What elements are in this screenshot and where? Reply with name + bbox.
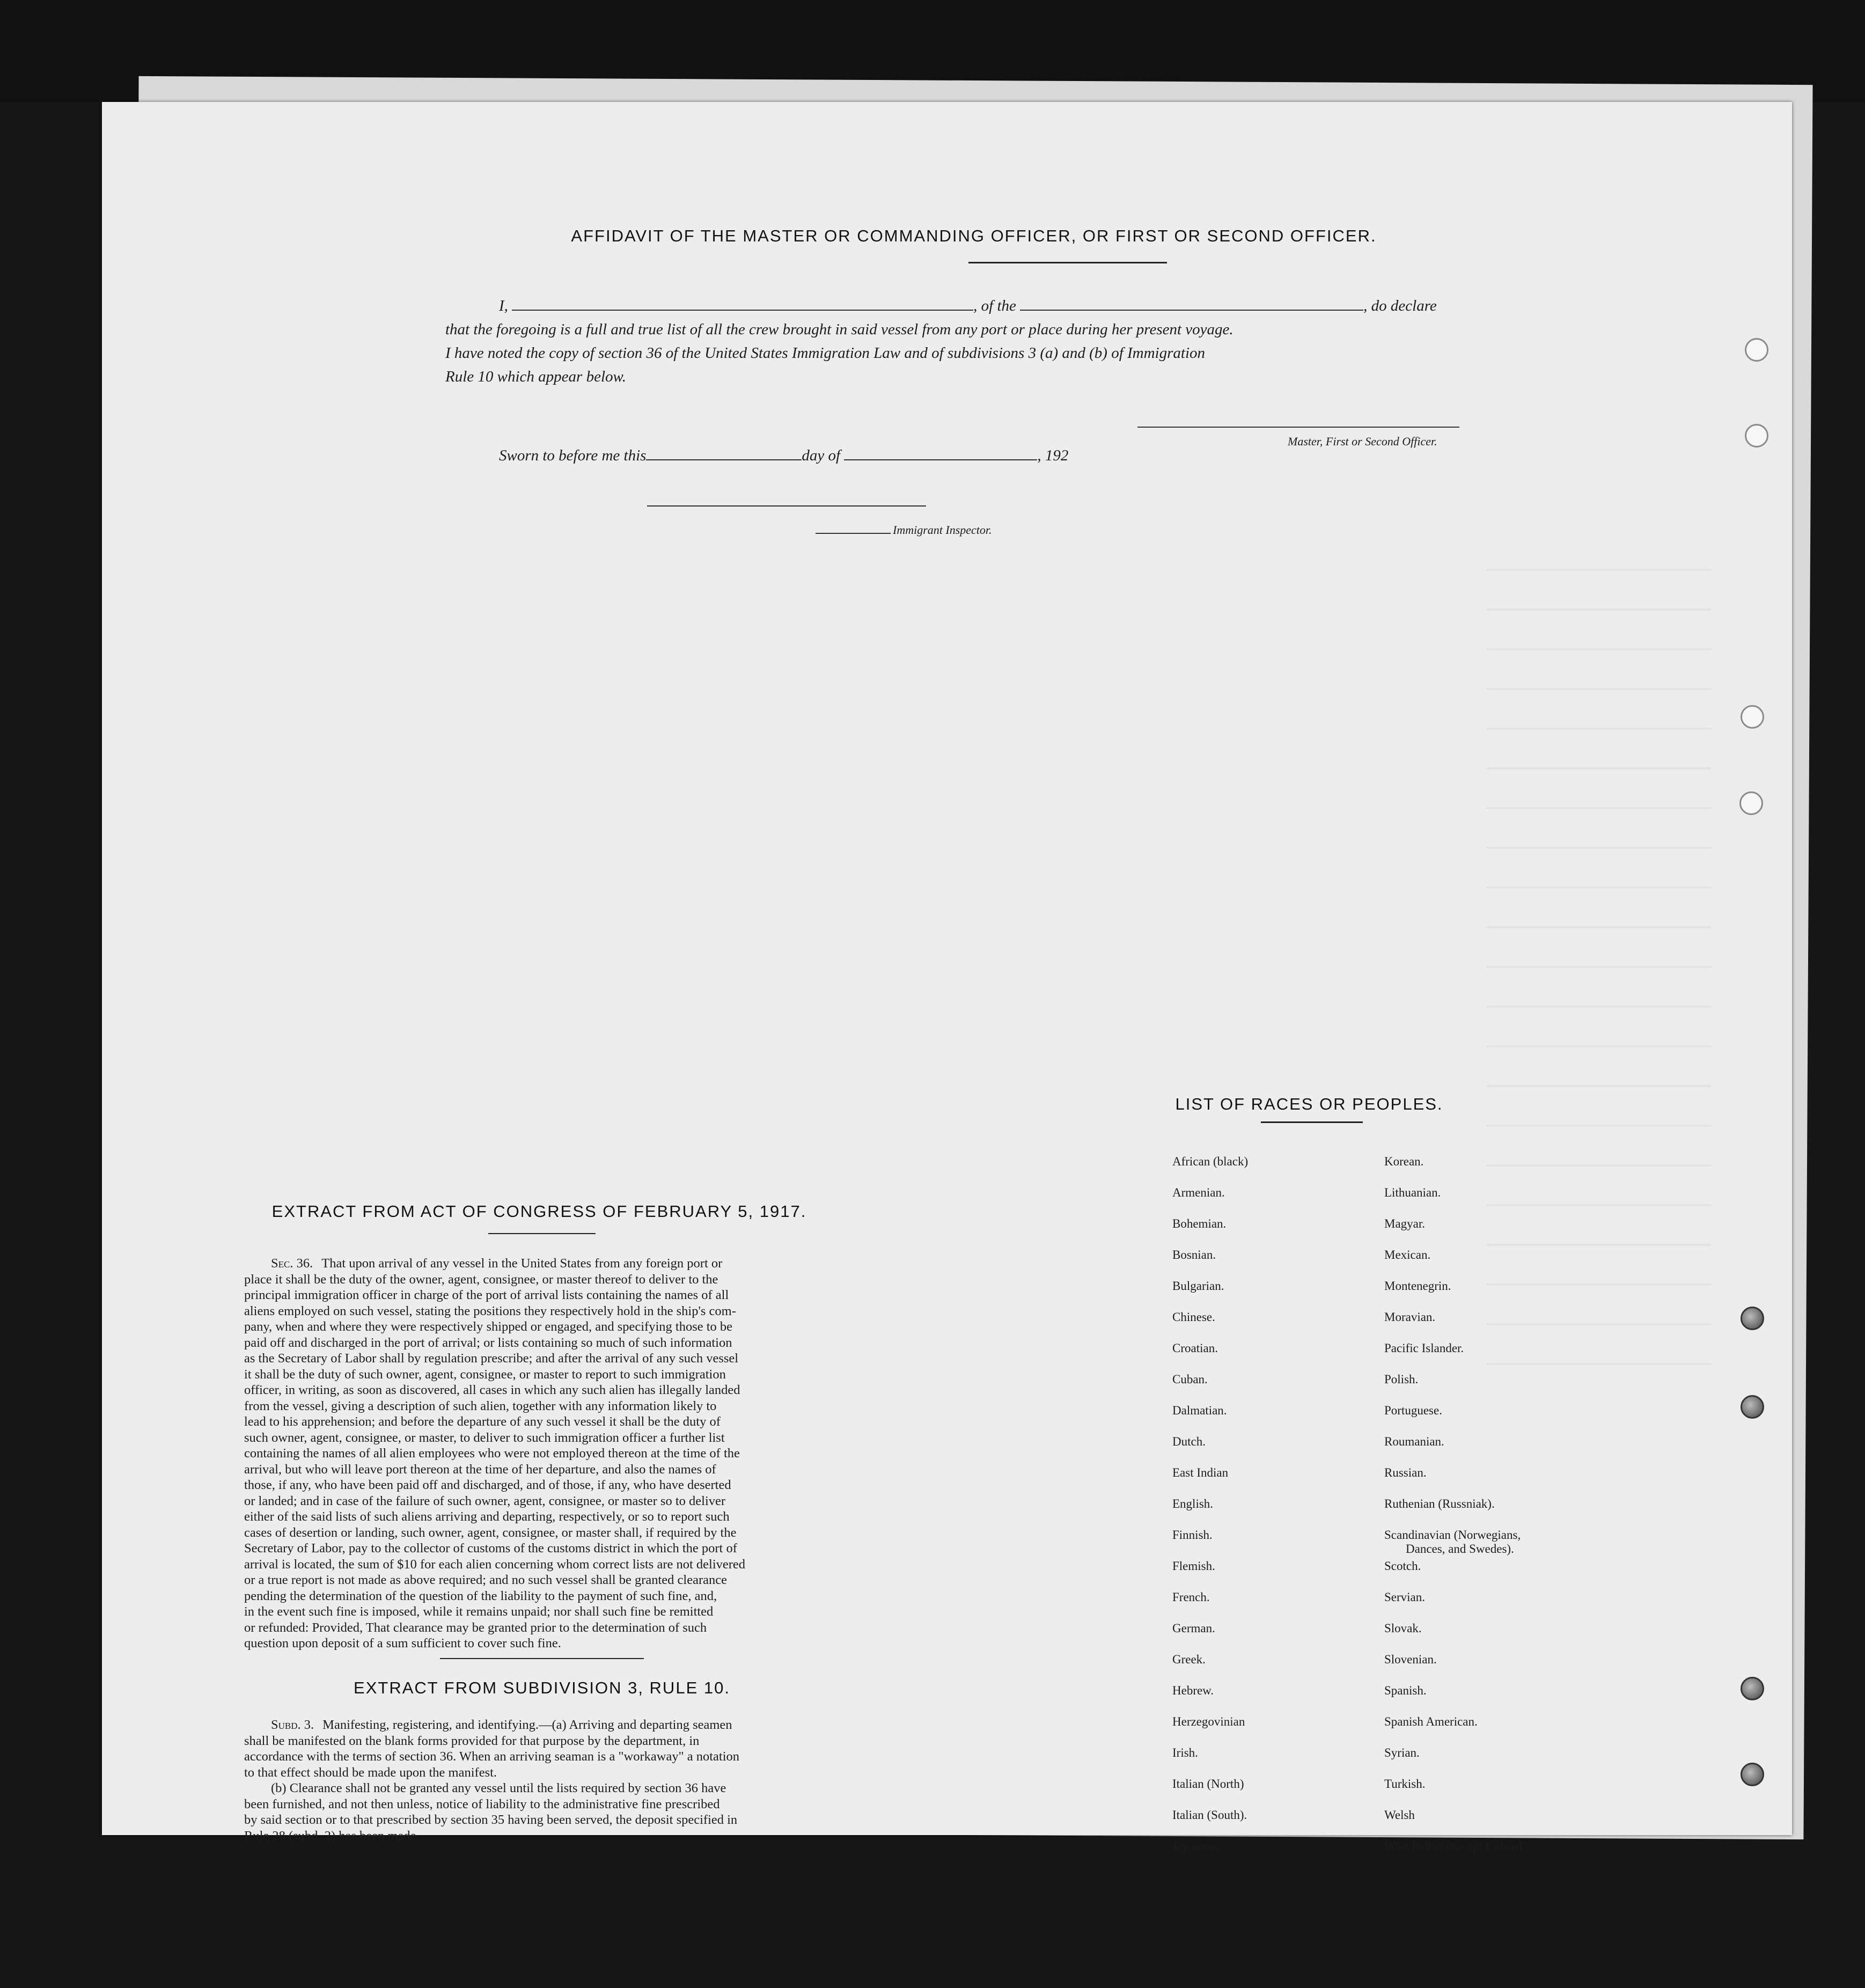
binder-hole — [1741, 1763, 1764, 1786]
act-extract-title: EXTRACT FROM ACT OF CONGRESS OF FEBRUARY 5, 1917. — [271, 1202, 807, 1221]
text-line — [244, 1765, 840, 1781]
text-line-content: or refunded: Provided, That clearance may be granted prior to the determination of such — [244, 1620, 707, 1635]
race-item: German. — [1172, 1622, 1215, 1635]
sworn-text: Sworn to before me this — [499, 447, 647, 464]
race-item: African (black) — [1172, 1155, 1249, 1168]
race-item: Cuban. — [1172, 1373, 1208, 1386]
race-item: Spanish American. — [1384, 1715, 1478, 1728]
text-line-content: Rule 28 (subd. 2) has been made. — [244, 1828, 420, 1843]
race-item: East Indian — [1172, 1466, 1229, 1479]
text-line — [244, 1462, 840, 1478]
text-line — [244, 1796, 840, 1813]
text-line-content: to that effect should be made upon the manifest. — [244, 1765, 497, 1780]
text-line — [244, 1382, 840, 1398]
text-line — [244, 1509, 840, 1525]
race-item: Russian. — [1384, 1466, 1427, 1479]
inspector-short-line — [816, 533, 891, 534]
text-line — [244, 1477, 840, 1493]
race-item: French. — [1172, 1590, 1210, 1604]
race-item: Roumanian. — [1384, 1435, 1444, 1448]
race-item: Finnish. — [1172, 1528, 1213, 1542]
race-item: Mexican. — [1384, 1248, 1431, 1261]
text-line — [244, 1351, 840, 1367]
race-item: Portuguese. — [1384, 1404, 1442, 1417]
race-item: Ruthenian (Russniak). — [1384, 1497, 1495, 1510]
race-item: Dutch. — [1172, 1435, 1206, 1448]
text-line-content: as the Secretary of Labor shall by regulation prescribe; and after the arrival of any such vessel — [244, 1351, 739, 1366]
text-line — [244, 1272, 840, 1288]
text-line — [244, 1588, 840, 1604]
binder-hole — [1745, 338, 1768, 362]
binder-hole — [1739, 791, 1763, 815]
text-line — [244, 1367, 840, 1383]
text-line-content: Manifesting, registering, and identifying.—(a) Arriving and departing seamen — [322, 1718, 732, 1732]
text-line-content: shall be manifested on the blank forms provided for that purpose by the department, in — [244, 1733, 700, 1748]
inspector-signature-line[interactable] — [647, 505, 926, 507]
text-line — [244, 1493, 840, 1509]
race-item: Dalmatian. — [1172, 1404, 1227, 1417]
affidavit-of: , of the — [973, 297, 1016, 314]
sworn-day-blank[interactable] — [646, 445, 802, 460]
master-caption: Master, First or Second Officer. — [1288, 435, 1437, 448]
text-line-content: it shall be the duty of such owner, agent, consignee, or master to report to such immigration — [244, 1367, 726, 1382]
race-item: Italian (North) — [1172, 1777, 1244, 1791]
text-line — [244, 1620, 840, 1636]
race-item: Lithuanian. — [1384, 1186, 1441, 1199]
text-line-content: such owner, agent, consignee, or master, to deliver to such immigration officer a further list — [244, 1430, 725, 1445]
race-item: Magyar. — [1384, 1217, 1426, 1230]
binder-hole — [1741, 1395, 1764, 1419]
text-line — [244, 1557, 840, 1573]
race-item: Japanese. — [1172, 1839, 1220, 1853]
divider-rule — [440, 1658, 644, 1659]
text-line — [244, 1828, 840, 1844]
affidavit-i: I, — [499, 297, 508, 314]
race-item: Chinese. — [1172, 1310, 1215, 1324]
section-36-text — [244, 1256, 840, 1652]
race-item: Flemish. — [1172, 1559, 1215, 1573]
race-item: Bohemian. — [1172, 1217, 1227, 1230]
race-item: Hebrew. — [1172, 1684, 1214, 1697]
text-line — [244, 1303, 840, 1319]
text-line — [244, 1717, 840, 1733]
text-line-content: accordance with the terms of section 36. When an arriving seaman is a "workaway" a notation — [244, 1749, 740, 1764]
sworn-line — [499, 445, 1068, 465]
race-item: English. — [1172, 1497, 1214, 1510]
races-title: LIST OF RACES OR PEOPLES. — [1175, 1095, 1443, 1113]
text-line-content: Secretary of Labor, pay to the collector of customs of the customs district in which the port of — [244, 1541, 737, 1556]
text-line — [244, 1335, 840, 1351]
text-line-content: containing the names of all alien employees who were not employed thereon at the time of the — [244, 1446, 740, 1461]
race-item: Croatian. — [1172, 1341, 1218, 1355]
race-item: Syrian. — [1384, 1746, 1420, 1759]
text-line — [244, 1572, 840, 1588]
text-line — [244, 1540, 840, 1557]
inspector-caption: Immigrant Inspector. — [893, 523, 992, 537]
text-line-content: officer, in writing, as soon as discovered, all cases in which any such alien has illegally landed — [244, 1383, 740, 1397]
race-item: Korean. — [1384, 1155, 1424, 1168]
race-item: Scotch. — [1384, 1559, 1421, 1573]
text-line — [244, 1749, 840, 1765]
text-line-content: principal immigration officer in charge of the port of arrival lists containing the names of all — [244, 1288, 729, 1302]
text-line-content: question upon deposit of a sum sufficient to cover such fine. — [244, 1636, 561, 1650]
text-line-content: lead to his apprehension; and before the departure of any such vessel it shall be the duty of — [244, 1414, 721, 1429]
race-item: West Indian (except Cuban) — [1384, 1839, 1522, 1853]
affidavit-text — [445, 294, 1583, 388]
text-line-content: pending the determination of the question of the liability to the payment of such fine, and, — [244, 1588, 717, 1603]
text-line — [244, 1525, 840, 1541]
subd-label: Subd. 3. — [271, 1718, 314, 1732]
section-label: Sec. 36. — [271, 1256, 313, 1271]
race-item: Slovak. — [1384, 1622, 1422, 1635]
manifest-page — [102, 102, 1792, 1853]
race-item: Armenian. — [1172, 1186, 1225, 1199]
race-item: Dances, and Swedes). — [1406, 1542, 1514, 1556]
race-item: Greek. — [1172, 1653, 1206, 1666]
text-line-content: those, if any, who have been paid off and discharged, and of those, if any, who have deserted — [244, 1478, 731, 1492]
affidavit-title: AFFIDAVIT OF THE MASTER OR COMMANDING OFFICER, OR FIRST OR SECOND OFFICER. — [571, 226, 1377, 245]
races-title-rule — [1261, 1121, 1363, 1123]
race-item: Montenegrin. — [1384, 1279, 1451, 1293]
text-line — [244, 1604, 840, 1620]
text-line-content: That upon arrival of any vessel in the United States from any foreign port or — [321, 1256, 723, 1271]
text-line — [244, 1635, 840, 1652]
affidavit-declare: , do declare — [1363, 297, 1437, 314]
text-line-content: aliens employed on such vessel, stating the positions they respectively hold in the ship's com- — [244, 1303, 736, 1318]
act-title-rule — [488, 1233, 596, 1234]
affidavit-line-1 — [445, 294, 1583, 318]
text-line-content: from the vessel, giving a description of such alien, together with any information likely to — [244, 1398, 717, 1413]
text-line-content: either of the said lists of such aliens arriving and departing, respectively, or so to report such — [244, 1509, 730, 1524]
race-item: Bulgarian. — [1172, 1279, 1224, 1293]
binder-hole — [1741, 1307, 1764, 1330]
text-line-content: arrival is located, the sum of $10 for each alien concerning whom correct lists are not delivered — [244, 1557, 746, 1572]
text-line-content: (b) Clearance shall not be granted any vessel until the lists required by section 36 have — [271, 1781, 726, 1795]
text-line-content: paid off and discharged in the port of arrival; or lists containing so much of such information — [244, 1335, 732, 1350]
master-signature-line[interactable] — [1137, 427, 1459, 428]
text-line-content: pany, when and where they were respectively shipped or engaged, and specifying those to be — [244, 1319, 733, 1334]
affidavit-line-2: that the foregoing is a full and true list of all the crew brought in said vessel from any port or place during her present voyage. — [445, 321, 1233, 338]
text-line-content: or landed; and in case of the failure of such owner, agent, consignee, or master so to deliver — [244, 1493, 726, 1508]
bleed-through — [1486, 531, 1712, 1390]
race-item: Spanish. — [1384, 1684, 1427, 1697]
text-line-content: in the event such fine is imposed, while it remains unpaid; nor shall such fine be remitted — [244, 1604, 714, 1619]
race-item: Moravian. — [1384, 1310, 1436, 1324]
name-blank[interactable] — [512, 296, 973, 311]
text-line-content: cases of desertion or landing, such owner, agent, consignee, or master shall, if required by the — [244, 1525, 737, 1540]
text-line — [244, 1256, 840, 1272]
race-item: Irish. — [1172, 1746, 1198, 1759]
day-of-text: day of — [802, 447, 841, 464]
text-line — [244, 1430, 840, 1446]
race-item: Turkish. — [1384, 1777, 1426, 1791]
binder-hole — [1741, 705, 1764, 729]
affidavit-line-4: Rule 10 which appear below. — [445, 368, 626, 385]
text-line — [244, 1780, 840, 1796]
text-line-content: by said section or to that prescribed by section 35 having been served, the deposit specified in — [244, 1813, 738, 1827]
text-line — [244, 1287, 840, 1303]
text-line-content: or a true report is not made as above required; and no such vessel shall be granted clearance — [244, 1573, 728, 1587]
race-item: Bosnian. — [1172, 1248, 1216, 1261]
binder-hole — [1745, 424, 1768, 448]
race-item: Herzegovinian — [1172, 1715, 1245, 1728]
text-line — [244, 1398, 840, 1414]
year-text: , 192 — [1037, 447, 1069, 464]
race-item: Servian. — [1384, 1590, 1426, 1604]
text-line — [244, 1414, 840, 1430]
race-item: Slovenian. — [1384, 1653, 1437, 1666]
text-line — [244, 1446, 840, 1462]
affidavit-line-3: I have noted the copy of section 36 of the United States Immigration Law and of subdivisions 3 (a) and (b) of Immigration — [445, 344, 1206, 362]
rule-extract-title: EXTRACT FROM SUBDIVISION 3, RULE 10. — [354, 1678, 730, 1697]
vessel-blank[interactable] — [1020, 296, 1363, 311]
race-item: Polish. — [1384, 1373, 1419, 1386]
text-line — [244, 1733, 840, 1749]
race-item: Scandinavian (Norwegians, — [1384, 1528, 1521, 1542]
text-line — [244, 1812, 840, 1828]
text-line — [244, 1319, 840, 1335]
title-rule — [968, 262, 1167, 263]
subdivision-3-text — [244, 1717, 840, 1844]
text-line-content: arrival, but who will leave port thereon at the time of her departure, and also the names of — [244, 1462, 716, 1477]
binder-hole — [1741, 1677, 1764, 1700]
text-line-content: place it shall be the duty of the owner, agent, consignee, or master thereof to deliver to the — [244, 1272, 718, 1287]
race-item: Italian (South). — [1172, 1808, 1247, 1822]
text-line-content: been furnished, and not then unless, notice of liability to the administrative fine prescribed — [244, 1796, 720, 1811]
race-item: Pacific Islander. — [1384, 1341, 1464, 1355]
race-item: Welsh — [1384, 1808, 1415, 1822]
sworn-month-blank[interactable] — [844, 445, 1037, 460]
